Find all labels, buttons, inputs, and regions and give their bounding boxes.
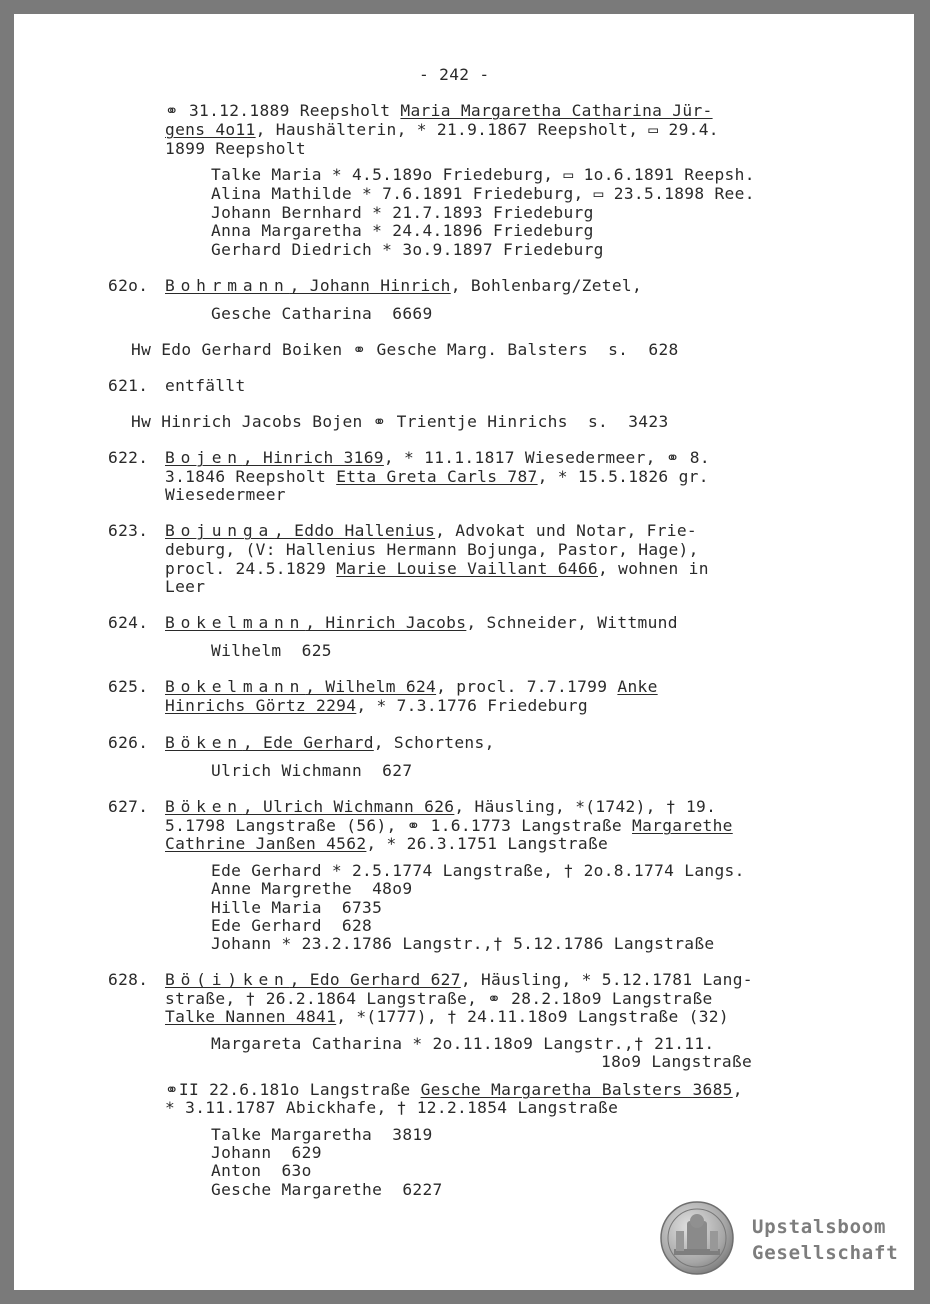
entry-text: , * 15.5.1826 gr. bbox=[537, 467, 709, 486]
spouse-name: Talke Nannen 4841 bbox=[165, 1007, 337, 1026]
entry-line bbox=[165, 697, 588, 716]
entry-620 bbox=[165, 277, 642, 296]
entry-text: entfällt bbox=[165, 376, 246, 395]
child-line: Wilhelm 625 bbox=[211, 641, 332, 660]
society-name-line1: Upstalsboom bbox=[752, 1216, 887, 1238]
child-line: Ede Gerhard * 2.5.1774 Langstraße, † 2o.8.1774 Langs. bbox=[211, 861, 745, 880]
entry-626 bbox=[165, 734, 495, 753]
entry-623 bbox=[165, 522, 697, 541]
entry-number: 623. bbox=[108, 521, 149, 540]
entry-number: 626. bbox=[108, 733, 149, 752]
entry-text: 5.1798 Langstraße (56), ⚭ 1.6.1773 Langstraße bbox=[165, 816, 633, 835]
person-name: Bokelmann, Wilhelm 624 bbox=[165, 677, 437, 696]
child-line: Margareta Catharina * 2o.11.18o9 Langstr.,† 21.11. bbox=[211, 1034, 715, 1053]
entry-line: Leer bbox=[165, 577, 206, 596]
person-name: Bojen, Hinrich 3169 bbox=[165, 448, 384, 467]
spouse-ref: gens 4o11 bbox=[165, 120, 256, 139]
surname: Bohrmann bbox=[165, 276, 290, 295]
entry-text: , * 26.3.1751 Langstraße bbox=[366, 834, 609, 853]
entry-622 bbox=[165, 449, 710, 468]
child-line: Johann * 23.2.1786 Langstr.,† 5.12.1786 Langstraße bbox=[211, 934, 715, 953]
child-line: Talke Margaretha 3819 bbox=[211, 1125, 433, 1144]
child-line: Gesche Margarethe 6227 bbox=[211, 1180, 443, 1199]
entry-text: , Advokat und Notar, Frie- bbox=[435, 521, 697, 540]
child-line: Alina Mathilde * 7.6.1891 Friedeburg, ▭ 23.5.1898 Ree. bbox=[211, 184, 755, 203]
child-line: Anne Margrethe 48o9 bbox=[211, 879, 413, 898]
surname: Bokelmann bbox=[165, 613, 306, 632]
entry-text: , Häusling, *(1742), † 19. bbox=[454, 797, 717, 816]
surname: Bokelmann bbox=[165, 677, 306, 696]
spouse-name: Marie Louise Vaillant 6466 bbox=[336, 559, 598, 578]
person-name: Bö(i)ken, Edo Gerhard 627 bbox=[165, 970, 461, 989]
entry-number: 621. bbox=[108, 376, 149, 395]
surname: Böken bbox=[165, 733, 243, 752]
society-name-line2: Gesellschaft bbox=[752, 1242, 899, 1264]
entry-628 bbox=[165, 971, 753, 990]
spouse-name: Anke bbox=[617, 677, 658, 696]
marriage-text: ⚭ 31.12.1889 Reepsholt bbox=[165, 101, 401, 120]
child-line: Ede Gerhard 628 bbox=[211, 916, 373, 935]
entry-number: 62o. bbox=[108, 276, 149, 295]
spouse-name: Gesche Margaretha Balsters 3685 bbox=[420, 1080, 733, 1099]
person-name: Böken, Ede Gerhard bbox=[165, 733, 374, 752]
marriage-line-3: 1899 Reepsholt bbox=[165, 139, 306, 158]
spouse-name: Maria Margaretha Catharina Jür- bbox=[400, 101, 713, 120]
entry-text: , Bohlenbarg/Zetel, bbox=[450, 276, 643, 295]
entry-number: 622. bbox=[108, 448, 149, 467]
entry-text: , *(1777), † 24.11.18o9 Langstraße (32) bbox=[336, 1007, 729, 1026]
entry-line bbox=[165, 817, 733, 836]
entry-624 bbox=[165, 614, 678, 633]
entry-text: ⚭II 22.6.181o Langstraße bbox=[165, 1080, 421, 1099]
spouse-name: Margarethe bbox=[632, 816, 733, 835]
entry-text: , * 11.1.1817 Wiesedermeer, ⚭ 8. bbox=[383, 448, 710, 467]
entry-number: 624. bbox=[108, 613, 149, 632]
society-seal-icon bbox=[660, 1201, 734, 1275]
entry-number: 628. bbox=[108, 970, 149, 989]
entry-text: , Schneider, Wittmund bbox=[466, 613, 678, 632]
entry-line: deburg, (V: Hallenius Hermann Bojunga, Pastor, Hage), bbox=[165, 540, 699, 559]
entry-line bbox=[165, 1008, 729, 1027]
child-line: Talke Maria * 4.5.189o Friedeburg, ▭ 1o.6.1891 Reepsh. bbox=[211, 165, 755, 184]
child-line: Hille Maria 6735 bbox=[211, 898, 383, 917]
spouse-name: Hinrichs Görtz 2294 bbox=[165, 696, 357, 715]
cross-reference: Hw Edo Gerhard Boiken ⚭ Gesche Marg. Balsters s. 628 bbox=[131, 340, 679, 359]
spouse-name: Etta Greta Carls 787 bbox=[336, 467, 538, 486]
cross-reference: Hw Hinrich Jacobs Bojen ⚭ Trientje Hinrichs s. 3423 bbox=[131, 412, 669, 431]
entry-line bbox=[165, 560, 709, 579]
child-line: Gesche Catharina 6669 bbox=[211, 304, 433, 323]
child-line-cont: 18o9 Langstraße bbox=[601, 1052, 753, 1071]
entry-text: , procl. 7.7.1799 bbox=[436, 677, 618, 696]
entry-line bbox=[165, 468, 709, 487]
person-name: Bojunga, Eddo Hallenius bbox=[165, 521, 436, 540]
person-name: Bokelmann, Hinrich Jacobs bbox=[165, 613, 467, 632]
entry-line: straße, † 26.2.1864 Langstraße, ⚭ 28.2.18o9 Langstraße bbox=[165, 989, 713, 1008]
surname: Böken bbox=[165, 797, 243, 816]
marriage-text: , Haushälterin, * 21.9.1867 Reepsholt, ▭ 29.4. bbox=[255, 120, 719, 139]
child-line: Johann Bernhard * 21.7.1893 Friedeburg bbox=[211, 203, 594, 222]
entry-text: , bbox=[732, 1080, 743, 1099]
surname: Bojunga bbox=[165, 521, 275, 540]
entry-text: procl. 24.5.1829 bbox=[165, 559, 337, 578]
child-line: Gerhard Diedrich * 3o.9.1897 Friedeburg bbox=[211, 240, 604, 259]
person-name: Bohrmann, Johann Hinrich bbox=[165, 276, 451, 295]
entry-text: , wohnen in bbox=[598, 559, 709, 578]
entry-number: 627. bbox=[108, 797, 149, 816]
surname: Bö(i)ken bbox=[165, 970, 290, 989]
entry-text: , Schortens, bbox=[373, 733, 495, 752]
entry-627 bbox=[165, 798, 716, 817]
entry-line bbox=[165, 835, 608, 854]
child-line: Ulrich Wichmann 627 bbox=[211, 761, 413, 780]
entry-text: , Häusling, * 5.12.1781 Lang- bbox=[460, 970, 753, 989]
marriage-line bbox=[165, 102, 713, 121]
entry-number: 625. bbox=[108, 677, 149, 696]
person-name: Böken, Ulrich Wichmann 626 bbox=[165, 797, 455, 816]
entry-625 bbox=[165, 678, 658, 697]
entry-line: * 3.11.1787 Abickhafe, † 12.2.1854 Langstraße bbox=[165, 1098, 619, 1117]
second-marriage-line bbox=[165, 1081, 743, 1100]
surname: Bojen bbox=[165, 448, 243, 467]
entry-line: Wiesedermeer bbox=[165, 485, 286, 504]
child-line: Johann 629 bbox=[211, 1143, 322, 1162]
entry-text: 3.1846 Reepsholt bbox=[165, 467, 337, 486]
marriage-line-2 bbox=[165, 121, 719, 140]
page-number: - 242 - bbox=[419, 65, 490, 84]
child-line: Anton 63o bbox=[211, 1161, 312, 1180]
spouse-name: Cathrine Janßen 4562 bbox=[165, 834, 367, 853]
entry-text: , * 7.3.1776 Friedeburg bbox=[356, 696, 588, 715]
child-line: Anna Margaretha * 24.4.1896 Friedeburg bbox=[211, 221, 594, 240]
